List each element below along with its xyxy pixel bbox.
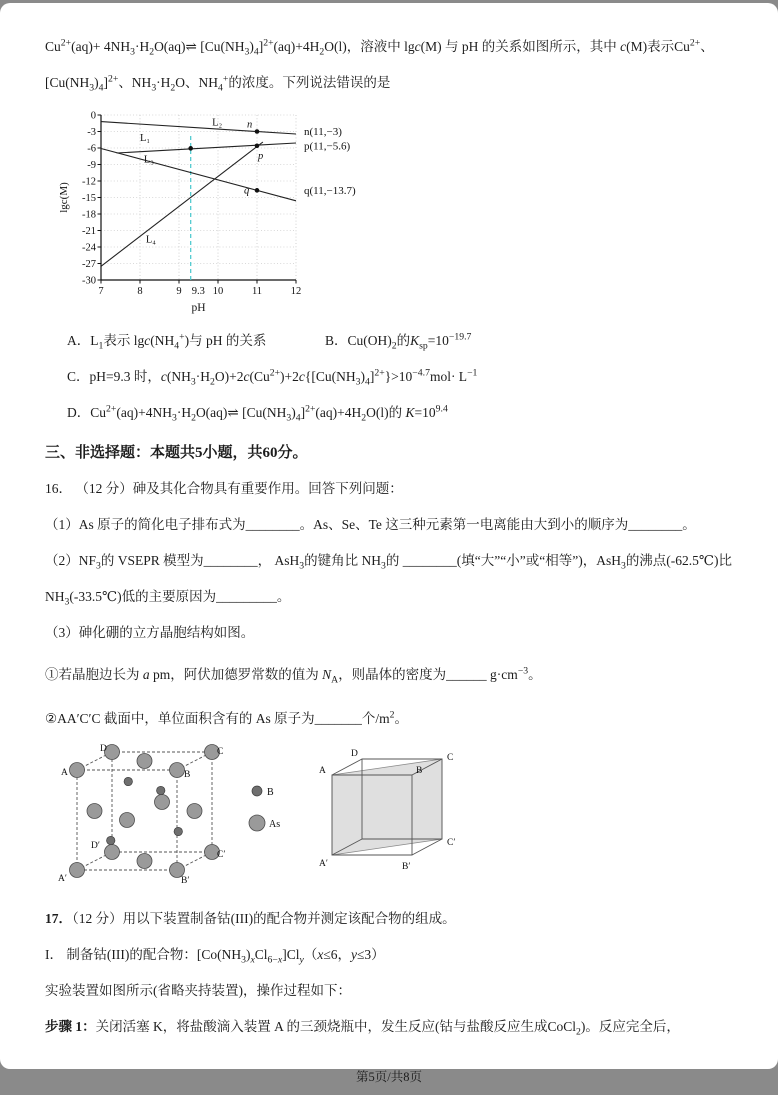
svg-text:-3: -3 — [87, 127, 96, 138]
option-d: D．$Cu^{2+}(aq)+4NH_3\cdot H_2O(aq)\rightleftharpoons$ $[Cu(NH_3)_4]^{2+}(aq)+4H_2O(l)$的 $K=10^{9.4}$ — [67, 403, 448, 424]
question-16-part3: （3）砷化硼的立方晶胞结构如图。 — [45, 625, 255, 640]
label-a-prime: A′ — [319, 859, 328, 869]
question-15-intro: $Cu^{2+}(aq)+$ $4NH_3\cdot H_2O(aq)\rightleftharpoons$ $[Cu(NH_3)_4]^{2+}(aq)+4H_2O(l)$，溶液中 lgc(M) 与 pH 的关系如图所示，其中 c(M)表示$Cu^{2+}$、$[Cu(NH_3)_4]^{2+}$、$NH_3\cdot H_2O$、$NH_4^+$的浓度。下列说法错误的是 — [45, 37, 714, 94]
svg-text:n(11,−3): n(11,−3) — [304, 126, 342, 138]
label-b-prime: B′ — [181, 876, 190, 886]
svg-text:-18: -18 — [82, 209, 96, 221]
legend-b-icon — [252, 786, 262, 796]
question-17-stem: 17．（12 分）用以下装置制备钴(III)的配合物并测定该配合物的组成。 — [45, 911, 456, 926]
svg-text:-27: -27 — [82, 259, 96, 270]
legend-as-icon — [249, 815, 265, 831]
question-15-options — [45, 323, 733, 431]
svg-text:p(11,−5.6): p(11,−5.6) — [304, 140, 351, 153]
svg-text:-6: -6 — [87, 143, 96, 155]
option-row-ab — [67, 323, 733, 359]
label-d: D — [100, 744, 107, 754]
ph-chart-figure — [55, 105, 733, 321]
atom-legend — [249, 786, 280, 831]
label-b: B — [184, 770, 191, 780]
svg-text:8: 8 — [137, 286, 143, 297]
svg-text:q: q — [244, 185, 250, 197]
svg-text:-24: -24 — [82, 242, 96, 254]
unit-cell-figure — [57, 745, 299, 895]
ph-chart-svg — [55, 105, 377, 317]
question-16-stem: 16． （12 分）砷及其化合物具有重要作用。回答下列问题： — [45, 481, 403, 496]
as-atoms — [70, 745, 220, 878]
section-header: 三、非选择题：本题共5小题，共60分。 — [45, 445, 308, 461]
legend-as-label: As — [269, 819, 281, 830]
label-c-prime: C′ — [447, 838, 456, 848]
svg-text:n: n — [247, 119, 253, 131]
option-b: B．$Cu(OH)_2$的$K_{sp}=10^{-19.7}$ — [325, 331, 472, 352]
label-c: C — [217, 747, 224, 757]
question-16-part2: $(2)NF_3$的 VSEPR 模型为________， AsH$_3$的键角比 $NH_3$的 ________(填“大”“小”或“相等”)，AsH$_3$的沸点(-62.5℃)比 $NH_3(-33.5℃)$低的主要原因为_________。 — [45, 553, 733, 608]
legend-b-label: B — [267, 787, 274, 798]
question-17-step1: 步骤 1：关闭活塞 K，将盐酸滴入装置 A 的三颈烧瓶中，发生反应(钴与盐酸反应生成CoCl$_2$)。反应完全后， — [45, 1019, 680, 1038]
svg-text:12: 12 — [290, 286, 302, 297]
svg-text:-15: -15 — [82, 193, 96, 204]
svg-text:pH: pH — [191, 302, 206, 314]
question-17-setup: 实验装置如图所示(省略夹持装置)，操作过程如下： — [45, 983, 351, 998]
section-cube-figure — [317, 745, 467, 885]
svg-text:7: 7 — [98, 286, 104, 297]
option-a: A．$L_1$表示 $\lg c(NH_4^+)$与 pH 的关系 — [67, 331, 267, 352]
svg-text:L₁: L₁ — [140, 132, 151, 144]
svg-text:q(11,−13.7): q(11,−13.7) — [304, 184, 356, 197]
svg-text:9.3: 9.3 — [191, 286, 205, 297]
svg-text:-12: -12 — [82, 176, 96, 188]
label-b: B — [416, 766, 423, 776]
question-16-sub2: ②AA′C′C 截面中，单位面积含有的 As 原子为_______个$/m^2$。 — [45, 709, 409, 726]
b-atoms — [107, 777, 183, 844]
svg-text:10: 10 — [212, 286, 224, 297]
option-c: C．pH=9.3 时，$c(NH_3\cdot H_2O)+2c(Cu^{2+})+2c\{[Cu(NH_3)_4]^{2+}\}>10^{-4.7}mol\cdot L^{-1}$ — [67, 367, 478, 388]
question-17-part1: I． 制备钴(III)的配合物：$[Co(NH_3)_xCl_{6-x}]Cl_y(x\le 6$，y≤3） — [45, 947, 385, 966]
svg-text:-9: -9 — [87, 160, 96, 171]
label-c: C — [447, 753, 454, 763]
svg-text:9: 9 — [176, 286, 182, 297]
svg-text:L₄: L₄ — [145, 234, 156, 246]
svg-text:-21: -21 — [82, 226, 96, 237]
label-a: A — [61, 768, 68, 778]
svg-text:-30: -30 — [82, 275, 96, 287]
exam-page — [0, 3, 778, 1084]
question-16-sub1: ①若晶胞边长为 a pm，阿伏加德罗常数的值为 $N_A$，则晶体的密度为______ $g\cdot cm^{-3}$。 — [45, 665, 542, 686]
svg-text:L₃: L₃ — [143, 154, 154, 166]
label-d: D — [351, 749, 358, 759]
svg-text:11: 11 — [251, 286, 263, 297]
svg-text:lgc(M): lgc(M) — [58, 182, 70, 213]
page-number: 第5页/共8页 — [356, 1070, 422, 1084]
crystal-figures — [57, 745, 733, 895]
svg-text:p: p — [258, 150, 264, 162]
section-plane — [332, 759, 442, 855]
label-c-prime: C′ — [217, 850, 226, 860]
label-d-prime: D′ — [91, 841, 100, 851]
label-a: A — [319, 766, 326, 776]
svg-text:L₂: L₂ — [212, 117, 223, 129]
svg-text:0: 0 — [90, 110, 96, 122]
question-16-part1: （1）As 原子的简化电子排布式为________。As、Se、Te 这三种元素第一电离能由大到小的顺序为________。 — [45, 517, 696, 532]
label-b-prime: B′ — [402, 862, 411, 872]
label-a-prime: A′ — [58, 874, 67, 884]
